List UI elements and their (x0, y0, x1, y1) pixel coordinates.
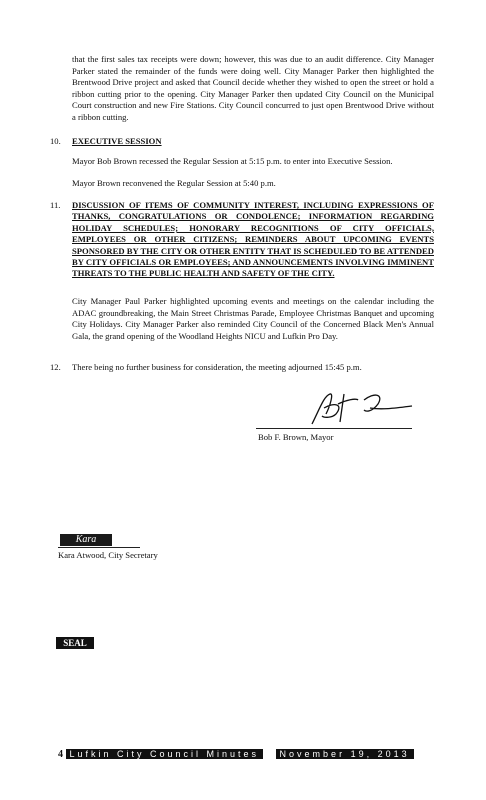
footer-page-number: 4 (58, 749, 63, 760)
seal-tag: SEAL (56, 637, 94, 649)
secretary-name: Kara Atwood, City Secretary (58, 550, 158, 560)
section-10-number: 10. (50, 136, 61, 146)
section-10-heading: EXECUTIVE SESSION (72, 136, 162, 146)
section-10-recess: Mayor Bob Brown recessed the Regular Session at 5:15 p.m. to enter into Executive Session. (72, 156, 393, 166)
mayor-name: Bob F. Brown, Mayor (258, 432, 334, 442)
secretary-signature-line (58, 547, 140, 548)
mayor-signature-line (256, 428, 412, 429)
section-11-number: 11. (50, 200, 61, 210)
footer-date: November 19, 2013 (276, 749, 414, 759)
mayor-signature-image (300, 388, 420, 428)
footer-title: Lufkin City Council Minutes (66, 749, 264, 759)
continuation-paragraph: that the first sales tax receipts were down; however, this was due to an audit difference. City Manager Parker stated the remainder of the funds were doing well. City Manager Parker then highlighted the Brentwood Drive project and asked that Council decide whether they wished to open the street or hold a ribbon cutting prior to the opening. City Manager Parker then updated City Council on the Municipal Court construction and new Fire Stations. City Council concurred to just open Brentwood Drive without a ribbon cutting. (72, 54, 434, 122)
section-10-reconvene: Mayor Brown reconvened the Regular Session at 5:40 p.m. (72, 178, 276, 188)
section-11-body: City Manager Paul Parker highlighted upcoming events and meetings on the calendar including the ADAC groundbreaking, the Main Street Christmas Parade, Employee Christmas Banquet and upcoming City Holidays. City Manager Parker also reminded City Council of the Concerned Black Men's Annual Gala, the grand opening of the Woodland Heights NICU and Lufkin Pro Day. (72, 296, 434, 341)
section-12-text: There being no further business for consideration, the meeting adjourned 15:45 p.m. (72, 362, 362, 372)
footer (58, 748, 414, 760)
section-12-number: 12. (50, 362, 61, 372)
secretary-signature-image: Kara (60, 534, 112, 546)
section-11-heading: DISCUSSION OF ITEMS OF COMMUNITY INTEREST, INCLUDING EXPRESSIONS OF THANKS, CONGRATULATIONS OR CONDOLENCE; INFORMATION REGARDING HOLIDAY SCHEDULES; HONORARY RECOGNITIONS OF CITY OFFICIALS, EMPLOYEES OR OTHER CITIZENS; REMINDERS ABOUT UPCOMING EVENTS SPONSORED BY THE CITY OR OTHER ENTITY THAT IS SCHEDULED TO BE ATTENDED BY CITY OFFICIALS OR EMPLOYEES; AND ANNOUNCEMENTS INVOLVING IMMINENT THREATS TO THE PUBLIC HEALTH AND SAFETY OF THE CITY. (72, 200, 434, 279)
